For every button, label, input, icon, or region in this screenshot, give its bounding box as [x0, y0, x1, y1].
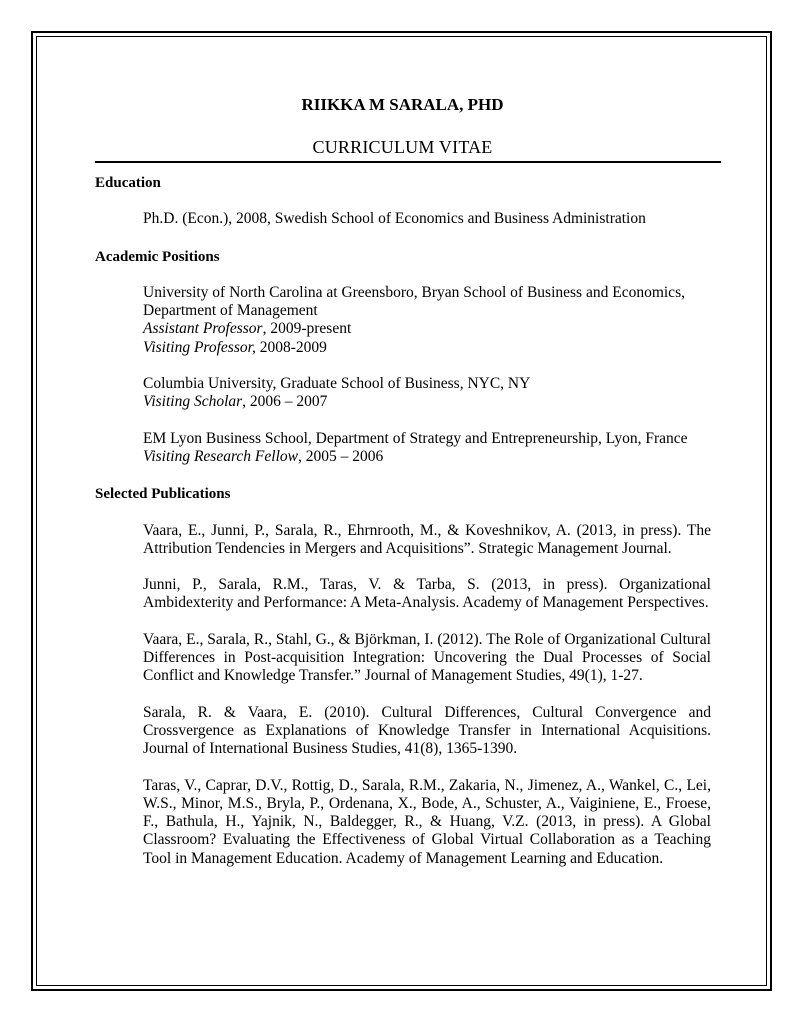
position-item: [143, 430, 711, 467]
position-institution: University of North Carolina at Greensboro, Bryan School of Business and Economics,: [143, 283, 685, 301]
education-heading: Education: [95, 175, 161, 191]
position-institution: EM Lyon Business School, Department of Strategy and Entrepreneurship, Lyon, France: [143, 429, 688, 447]
position-role: [143, 320, 711, 338]
cv-content: [95, 174, 711, 868]
role-title: Visiting Scholar: [143, 393, 243, 411]
publication-item: Vaara, E., Sarala, R., Stahl, G., & Björkman, I. (2012). The Role of Organizational Cultural Differences in Post-acquisition Integration: Uncovering the Dual Processes of Social Conflict and Knowledge Transfer.” Journal of Management Studies, 49(1), 1-27.: [143, 630, 711, 685]
role-dates: 2008-2009: [255, 338, 327, 356]
role-dates: , 2005 – 2006: [297, 447, 384, 465]
cv-title: CURRICULUM VITAE: [312, 137, 493, 157]
publications-heading: Selected Publications: [95, 486, 231, 503]
role-dates: , 2009-present: [262, 320, 352, 338]
role-dates: , 2006 – 2007: [242, 393, 328, 411]
positions-heading: Academic Positions: [95, 248, 220, 265]
publication-item: Junni, P., Sarala, R.M., Taras, V. & Tarba, S. (2013, in press). Organizational Ambidexterity and Performance: A Meta-Analysis. Academy of Management Perspectives.: [143, 576, 711, 612]
title-rule: [95, 161, 721, 163]
position-role: [143, 339, 711, 357]
publication-list: [143, 522, 711, 868]
position-role: [143, 393, 711, 411]
publication-item: Sarala, R. & Vaara, E. (2010). Cultural Differences, Cultural Convergence and Crossvergence as Explanations of Knowledge Transfer in International Acquisitions. Journal of International Business Studies, 41(8), 1365-1390.: [143, 703, 711, 758]
position-department: Department of Management: [143, 302, 318, 320]
role-title: Assistant Professor: [143, 320, 263, 338]
publication-item: Taras, V., Caprar, D.V., Rottig, D., Sarala, R.M., Zakaria, N., Jimenez, A., Wankel, C., Lei, W.S., Minor, M.S., Bryla, P., Ordenana, X., Bode, A., Schuster, A., Vaiginiene, E., Froese, F., Bathula, H., Yajnik, N., Baldegger, R., & Huang, V.Z. (2013, in press). A Global Classroom? Evaluating the Effectiveness of Global Virtual Collaboration as a Teaching Tool in Management Education. Academy of Management Learning and Education.: [143, 776, 711, 867]
role-title: Visiting Professor,: [143, 338, 256, 356]
position-item: [143, 284, 711, 357]
education-entry: Ph.D. (Econ.), 2008, Swedish School of Economics and Business Administration: [143, 210, 646, 228]
cv-name: RIIKKA M SARALA, PHD: [301, 95, 504, 114]
publication-item: Vaara, E., Junni, P., Sarala, R., Ehrnrooth, M., & Koveshnikov, A. (2013, in press). The Attribution Tendencies in Mergers and Acquisitions”. Strategic Management Journal.: [143, 521, 711, 557]
education-block: [143, 210, 711, 228]
position-role: [143, 448, 711, 466]
position-item: [143, 375, 711, 412]
role-title: Visiting Research Fellow: [143, 447, 298, 465]
position-institution: Columbia University, Graduate School of Business, NYC, NY: [143, 375, 531, 393]
